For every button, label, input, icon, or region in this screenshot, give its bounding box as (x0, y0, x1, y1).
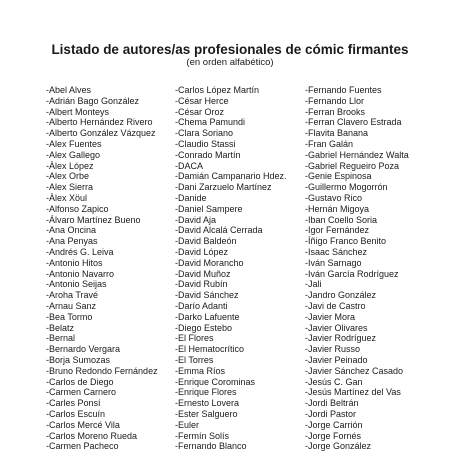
author-name: -Íñigo Franco Benito (305, 236, 387, 247)
author-name: -Alberto González Vázquez (46, 128, 156, 139)
author-name: -Carlos Mercé Vila (46, 419, 120, 430)
author-name: -Damián Campanario Hdez. (175, 171, 287, 182)
author-name: -Jordi Pastor (305, 408, 357, 419)
author-name: -Javier Peinado (305, 354, 368, 365)
author-name: -Fermín Solís (175, 430, 230, 441)
author-name: -Carmen Pacheco (46, 441, 119, 452)
author-name: -Darío Adanti (175, 300, 228, 311)
author-name: -Bea Tormo (46, 311, 93, 322)
author-name: -Aroha Travé (46, 290, 99, 301)
author-name: -Enrique Corominas (175, 376, 256, 387)
document-subtitle: (en orden alfabético) (186, 57, 274, 68)
author-name: -Jordi Beltrán (305, 398, 359, 409)
author-name: -El Torres (175, 354, 214, 365)
author-name: -Jesús Martínez del Vas (305, 387, 401, 398)
author-name: -David Rubín (175, 279, 228, 290)
author-name: -David Aja (175, 214, 217, 225)
author-name: -Gustavo Rico (305, 192, 363, 203)
author-name: -Álvaro Martínez Bueno (46, 214, 141, 225)
author-name: -Flavita Banana (305, 128, 369, 139)
author-name: -Isaac Sánchez (305, 246, 368, 257)
author-name: -Jali (305, 279, 322, 290)
author-name: -DACA (175, 160, 204, 171)
author-name: -Carmen Carnero (46, 387, 117, 398)
author-name: -Antonio Hitos (46, 257, 103, 268)
author-name: -Javier Rodríguez (305, 333, 377, 344)
author-name: -Euler (175, 419, 200, 430)
author-name: -Alfonso Zapico (46, 203, 109, 214)
author-name: -Iván Sarnago (305, 257, 362, 268)
author-name: -Daniel Sampere (175, 203, 243, 214)
author-name: -Carlos Escuín (46, 408, 106, 419)
author-name: -Antonio Navarro (46, 268, 115, 279)
author-name: -Carles Ponsí (46, 398, 101, 409)
author-name: -Arnau Sanz (46, 300, 97, 311)
author-name: -Claudio Stassi (175, 138, 236, 149)
author-name: -Jorge Fornés (305, 430, 362, 441)
author-name: -Bernal (46, 333, 76, 344)
author-name: -Alex Fuentes (46, 138, 102, 149)
author-name: -Abel Alves (46, 85, 92, 95)
author-name: -Enrique Flores (175, 387, 237, 398)
author-name: -Javier Olivares (305, 322, 368, 333)
author-name: -Antonio Seijas (46, 279, 107, 290)
author-name: -Fernando Llor (305, 95, 365, 106)
author-name: -César Oroz (175, 106, 225, 117)
author-name: -Jorge González (305, 441, 372, 452)
author-name: -El Hematocrítico (175, 344, 245, 355)
author-name: -Javi de Castro (305, 300, 366, 311)
author-name: -Carlos López Martín (175, 85, 260, 95)
author-name: -Ana Oncina (46, 225, 97, 236)
author-name: -David Morancho (175, 257, 244, 268)
author-column-3 (305, 85, 445, 452)
author-name: -Ferran Clavero Estrada (305, 117, 402, 128)
author-name: -David Baldeón (175, 236, 237, 247)
author-name: -Ernesto Lovera (175, 398, 240, 409)
author-name: -Gabriel Regueiro Poza (305, 160, 400, 171)
author-name: -Gabriel Hernández Walta (305, 149, 409, 160)
author-name: -Darko Lafuente (175, 311, 240, 322)
author-name: -Iván García Rodríguez (305, 268, 399, 279)
author-name: -David Sánchez (175, 290, 239, 301)
author-name: -Jorge Carrión (305, 419, 363, 430)
author-name: -Chema Pamundi (175, 117, 246, 128)
author-name: -David Alcalá Cerrada (175, 225, 263, 236)
author-name: -Javier Sánchez Casado (305, 365, 404, 376)
document-title: Listado de autores/as profesionales de cómic firmantes (51, 42, 409, 57)
author-name: -Alex Gallego (46, 149, 101, 160)
author-name: -Fernando Fuentes (305, 85, 382, 95)
author-name: -Alex Sierra (46, 182, 94, 193)
author-name: -Ferran Brooks (305, 106, 366, 117)
author-name: -Adrián Bago González (46, 95, 140, 106)
author-name: -Àlex López (46, 160, 94, 171)
author-name: -Albert Monteys (46, 106, 110, 117)
author-name: -Genie Espinosa (305, 171, 372, 182)
author-name: -Javier Russo (305, 344, 361, 355)
author-name: -Carlos de Diego (46, 376, 114, 387)
author-name: -Àlex Xöul (46, 192, 88, 203)
author-name: -Bruno Redondo Fernández (46, 365, 158, 376)
author-name: -Borja Sumozas (46, 354, 111, 365)
author-column-1 (46, 85, 174, 452)
author-name: -Diego Estebo (175, 322, 233, 333)
author-name: -Igor Fernández (305, 225, 370, 236)
author-name: -Conrado Martín (175, 149, 241, 160)
author-name: -Ester Salguero (175, 408, 238, 419)
author-name: -Bernardo Vergara (46, 344, 121, 355)
author-name: -Iban Coello Soria (305, 214, 378, 225)
author-name: -Javier Mora (305, 311, 356, 322)
author-name: -David López (175, 246, 229, 257)
author-name: -Ana Penyas (46, 236, 98, 247)
author-name: -Hernán Migoya (305, 203, 370, 214)
author-name: -Alex Orbe (46, 171, 90, 182)
author-name: -Emma Ríos (175, 365, 226, 376)
author-name: -Alberto Hernández Rivero (46, 117, 153, 128)
author-name: -Clara Soriano (175, 128, 234, 139)
author-name: -Carlos Moreno Rueda (46, 430, 138, 441)
author-name: -Fernando Blanco (175, 441, 247, 452)
author-name: -Belatz (46, 322, 75, 333)
author-name: -El Flores (175, 333, 214, 344)
author-name: -César Herce (175, 95, 229, 106)
author-name: -Guillermo Mogorrón (305, 182, 388, 193)
author-name: -Jesús C. Gan (305, 376, 363, 387)
author-name: -Fran Galán (305, 138, 354, 149)
author-name: -David Muñoz (175, 268, 231, 279)
author-name: -Jandro González (305, 290, 377, 301)
author-name: -Danide (175, 192, 207, 203)
author-name: -Andrés G. Leiva (46, 246, 114, 257)
author-name: -Dani Zarzuelo Martínez (175, 182, 272, 193)
author-column-2 (175, 85, 303, 452)
